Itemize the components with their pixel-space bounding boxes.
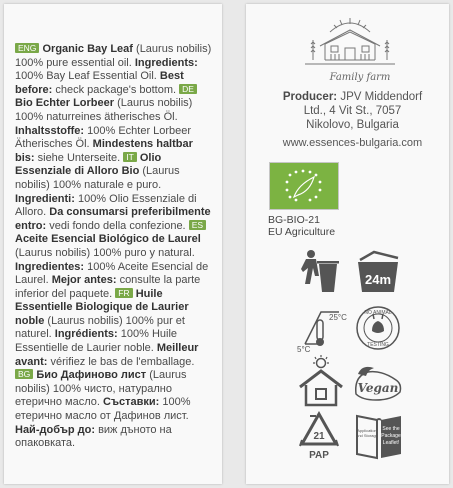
family-farm-logo-icon [295, 12, 405, 72]
it-ingredients-label: Ingredienti: [15, 192, 75, 205]
fr-ingredients: 100% Huile Essentielle de Laurier noble. [15, 328, 178, 355]
es-best-label: Mejor antes: [51, 274, 117, 287]
no-animal-testing-icon [355, 305, 401, 351]
pao-label: 24m [364, 272, 392, 287]
svg-text:Package: Package [381, 433, 401, 439]
recycle-pap-icon [296, 410, 342, 462]
de-ingredients: 100% Echter Lorbeer Ätherisches Öl. [15, 124, 192, 151]
vegan-label: Vegan [357, 381, 399, 395]
fr-latin: (Laurus nobilis) 100% pur et naturel. [15, 314, 185, 341]
de-ingredients-label: Inhaltsstoffe: [15, 124, 85, 137]
en-ingredients: 100% Bay Leaf Essential Oil. [15, 70, 157, 83]
fr-ingredients-label: Ingrédients: [54, 328, 118, 341]
svg-text:TESTING: TESTING [367, 342, 389, 348]
lang-tag-es: ES [189, 220, 206, 230]
see-package-leaflet-icon [355, 412, 403, 460]
svg-text:Application: Application [357, 428, 377, 433]
fr-title: Huile Essentielle Biologique de Laurier noble [15, 287, 189, 327]
it-latin: (Laurus nobilis) 100% naturale e puro. [15, 165, 180, 191]
producer-name: JPV Middendorf [340, 91, 423, 103]
en-title: Organic Bay Leaf [42, 43, 133, 55]
tidyman-disposal-icon [297, 248, 343, 298]
it-title: Olio Essenziale di Alloro Bio [15, 151, 162, 178]
eu-organic-leaf-icon [269, 162, 339, 210]
producer-block [255, 90, 450, 132]
recycle-code-label: 21 [313, 431, 325, 442]
bg-best-label: Най-добър до: [15, 423, 95, 436]
de-latin: (Laurus nobilis) 100% naturreines ätherisches Öl. [15, 97, 193, 123]
en-latin: (Laurus nobilis) 100% pure essential oil. [15, 43, 212, 69]
logo-text: Family farm [329, 72, 391, 83]
bg-title: Био Дафиново лист [36, 369, 147, 382]
multilingual-label-text [15, 43, 215, 451]
bg-best: виж дъното на опаковката. [15, 423, 172, 450]
address-line-2: Nikolovo, Bulgaria [306, 119, 399, 131]
temp-min-label: 5°C [297, 345, 311, 354]
lang-tag-en: ENG [15, 43, 39, 53]
vegan-icon [352, 362, 404, 402]
website-text: www.essences-bulgaria.com [282, 137, 423, 149]
bg-ingredients-label: Съставки: [103, 396, 160, 409]
recycle-material-label: PAP [309, 450, 329, 461]
es-best: consulte la parte inferior del paquete. [15, 274, 201, 300]
bg-ingredients: 100% етерично масло от Дафинов лист. [15, 396, 191, 423]
eu-bio-code [268, 214, 335, 238]
bio-region: EU Agriculture [268, 226, 336, 238]
lang-tag-fr: FR [115, 288, 132, 298]
es-ingredients: 100% Aceite Esencial de Laurel. [15, 260, 209, 287]
keep-away-from-sun-icon [296, 355, 346, 409]
svg-text:NO ANIMAL: NO ANIMAL [364, 310, 392, 316]
en-best-label: Best before: [15, 70, 184, 96]
fr-best: vérifiez le bas de l'emballage. [50, 355, 195, 368]
svg-text:Leaflet!: Leaflet! [382, 440, 400, 446]
svg-text:See the: See the [382, 426, 400, 432]
bg-latin: (Laurus nobilis) 100% чисто, натурално етерично масло. [15, 369, 187, 409]
en-ingredients-label: Ingredients: [134, 56, 198, 69]
it-best: vedi fondo della confezione. [49, 219, 186, 232]
fr-best-label: Meilleur avant: [15, 342, 199, 368]
de-best: siehe Unterseite. [37, 151, 121, 164]
bio-code: BG-BIO-21 [268, 214, 320, 226]
temp-max-label: 25°C [329, 313, 347, 322]
es-latin: (Laurus nobilis) 100% puro y natural. [15, 246, 195, 259]
temperature-range-icon [295, 302, 347, 354]
it-best-label: Da consumarsi preferibilmente entro: [15, 206, 211, 232]
period-after-opening-icon [354, 248, 402, 296]
svg-text:and Storage: and Storage [356, 433, 378, 438]
de-title: Bio Echter Lorbeer [15, 97, 115, 110]
lang-tag-bg: BG [15, 369, 33, 379]
de-best-label: Mindestens haltbar bis: [15, 138, 193, 164]
es-title: Aceite Esencial Biológico de Laurel [15, 233, 201, 246]
it-ingredients: 100% Olio Essenziale di Alloro. [15, 192, 197, 219]
es-ingredients-label: Ingredientes: [15, 260, 85, 273]
lang-tag-it: IT [123, 152, 137, 162]
lang-tag-de: DE [179, 84, 197, 94]
en-best: check package's bottom. [55, 83, 177, 96]
producer-label: Producer: [282, 91, 338, 103]
address-line-1: Ltd., 4 Vit St., 7057 [303, 105, 402, 117]
